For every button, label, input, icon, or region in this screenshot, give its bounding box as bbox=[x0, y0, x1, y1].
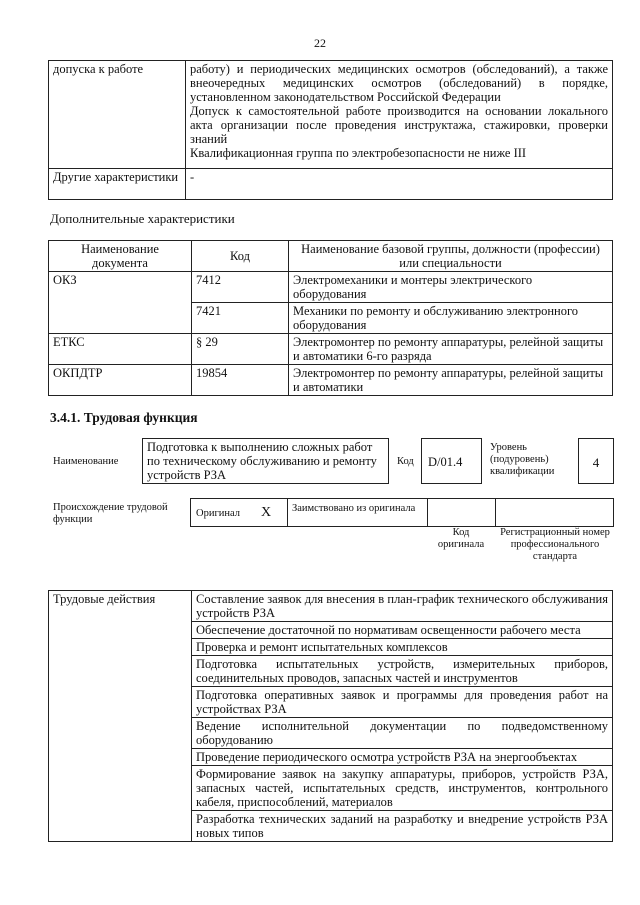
row-doc: ОКЗ bbox=[49, 272, 192, 334]
action-item: Проверка и ремонт испытательных комплексов bbox=[192, 639, 613, 656]
code-caption: Код оригинала bbox=[437, 527, 485, 550]
header-document: Наименование документа bbox=[49, 241, 192, 272]
original-code-cell bbox=[427, 498, 496, 527]
labor-actions-table bbox=[48, 590, 613, 842]
row-code: 19854 bbox=[192, 365, 289, 396]
registration-caption: Регистрационный номер профессионального стандарта bbox=[500, 527, 610, 562]
row-name: Электромеханики и монтеры электрического оборудования bbox=[289, 272, 613, 303]
level-value: 4 bbox=[578, 438, 614, 484]
row-name: Электромонтер по ремонту аппаратуры, релейной защиты и автоматики 6-го разряда bbox=[289, 334, 613, 365]
actions-label: Трудовые действия bbox=[49, 591, 192, 842]
header-name: Наименование базовой группы, должности (профессии) или специальности bbox=[289, 241, 613, 272]
name-label: Наименование bbox=[53, 456, 119, 467]
table-row bbox=[49, 365, 613, 396]
original-cell bbox=[190, 498, 288, 527]
action-item: Подготовка оперативных заявок и программы для проведения работ на устройствах РЗА bbox=[192, 687, 613, 718]
registration-number-cell bbox=[495, 498, 614, 527]
action-item: Подготовка испытательных устройств, измерительных приборов, соединительных проводов, запасных частей и инструментов bbox=[192, 656, 613, 687]
function-code: D/01.4 bbox=[421, 438, 482, 484]
admission-line: работу) и периодических медицинских осмотров (обследований), а также внеочередных медицинских осмотров (обследований) в порядке, установленном законодательством Российской Федерации bbox=[190, 62, 608, 104]
other-characteristics-value: - bbox=[186, 169, 613, 200]
row-code: 7412 bbox=[192, 272, 289, 303]
table-row bbox=[49, 334, 613, 365]
section-title: 3.4.1. Трудовая функция bbox=[50, 410, 198, 425]
row-name: Механики по ремонту и обслуживанию электронного оборудования bbox=[289, 303, 613, 334]
level-label: Уровень (подуровень) квалификации bbox=[490, 442, 555, 477]
page-number: 22 bbox=[314, 36, 326, 50]
row-code: § 29 bbox=[192, 334, 289, 365]
function-name: Подготовка к выполнению сложных работ по техническому обслуживанию и ремонту устройств РЗА bbox=[142, 438, 389, 484]
row-code: 7421 bbox=[192, 303, 289, 334]
action-item: Ведение исполнительной документации по подведомственному оборудованию bbox=[192, 718, 613, 749]
requirements-table bbox=[48, 60, 613, 200]
table-row bbox=[49, 272, 613, 303]
row-doc: ЕТКС bbox=[49, 334, 192, 365]
original-mark: X bbox=[261, 505, 272, 520]
original-label: Оригинал bbox=[196, 508, 240, 519]
row-doc: ОКПДТР bbox=[49, 365, 192, 396]
action-item: Обеспечение достаточной по нормативам освещенности рабочего места bbox=[192, 622, 613, 639]
header-code: Код bbox=[192, 241, 289, 272]
action-item: Проведение периодического осмотра устройств РЗА на энергообъектах bbox=[192, 749, 613, 766]
action-item: Формирование заявок на закупку аппаратуры, приборов, устройств РЗА, запасных частей, испытательных средств, инструментов, контрольного кабеля, приспособлений, материалов bbox=[192, 766, 613, 811]
origin-label: Происхождение трудовой функции bbox=[53, 502, 168, 525]
admission-label: допуска к работе bbox=[49, 61, 186, 169]
row-name: Электромонтер по ремонту аппаратуры, релейной защиты и автоматики bbox=[289, 365, 613, 396]
borrowed-label: Заимствовано из оригинала bbox=[292, 503, 416, 514]
other-characteristics-label: Другие характеристики bbox=[49, 169, 186, 200]
admission-line: Квалификационная группа по электробезопасности не ниже III bbox=[190, 146, 527, 160]
action-item: Составление заявок для внесения в план-график технического обслуживания устройств РЗА bbox=[192, 591, 613, 622]
additional-title: Дополнительные характеристики bbox=[50, 211, 235, 226]
borrowed-cell bbox=[287, 498, 428, 527]
admission-value bbox=[186, 61, 613, 169]
admission-line: Допуск к самостоятельной работе производится на основании локального акта организации после проведения инструктажа, стажировки, проверки знаний bbox=[190, 104, 608, 146]
additional-table bbox=[48, 240, 613, 396]
code-label: Код bbox=[397, 456, 414, 467]
action-item: Разработка технических заданий на разработку и внедрение устройств РЗА новых типов bbox=[192, 811, 613, 842]
